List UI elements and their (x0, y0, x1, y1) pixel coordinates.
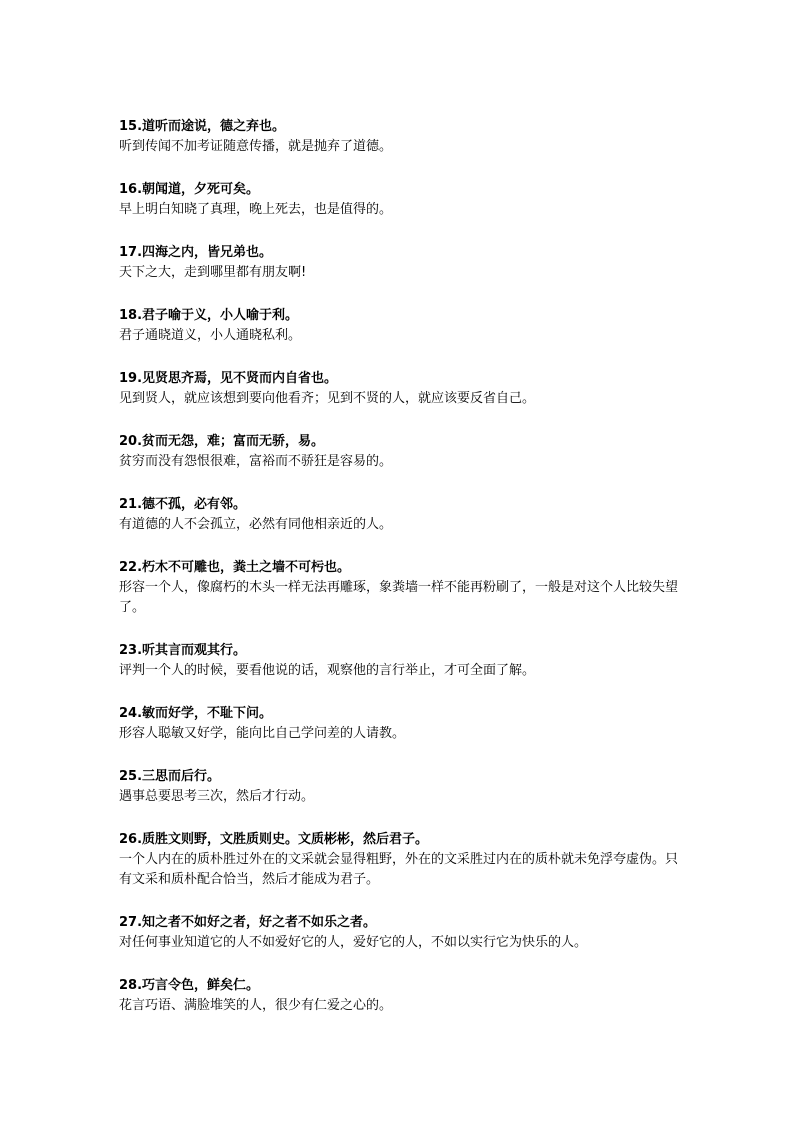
entry-title: 22.朽木不可雕也，粪土之墙不可杇也。 (119, 560, 351, 575)
entry-title: 20.贫而无怨，难；富而无骄，易。 (119, 434, 325, 449)
entry-title: 25.三思而后行。 (119, 769, 221, 784)
entry-27 (119, 913, 679, 953)
entry-16 (119, 180, 679, 220)
entry-explanation: 花言巧语、满脸堆笑的人，很少有仁爱之心的。 (119, 998, 393, 1013)
entry-18 (119, 306, 679, 346)
entry-title: 28.巧言令色，鲜矣仁。 (119, 978, 260, 993)
entry-20 (119, 432, 679, 472)
entry-title: 27.知之者不如好之者，好之者不如乐之者。 (119, 915, 377, 930)
entry-15 (119, 117, 679, 157)
entry-explanation: 贫穷而没有怨恨很难，富裕而不骄狂是容易的。 (119, 454, 393, 469)
entry-26 (119, 830, 679, 890)
entry-17 (119, 243, 679, 283)
entry-explanation: 见到贤人，就应该想到要向他看齐；见到不贤的人，就应该要反省自己。 (119, 391, 536, 406)
entry-title: 24.敏而好学，不耻下问。 (119, 706, 273, 721)
entry-explanation: 有道德的人不会孤立，必然有同他相亲近的人。 (119, 517, 393, 532)
entry-explanation: 评判一个人的时候，要看他说的话，观察他的言行举止，才可全面了解。 (119, 663, 536, 678)
entry-title: 18.君子喻于义，小人喻于利。 (119, 308, 299, 323)
entry-title: 21.德不孤，必有邻。 (119, 497, 247, 512)
entry-title: 17.四海之内，皆兄弟也。 (119, 245, 273, 260)
entry-explanation: 形容一个人，像腐朽的木头一样无法再雕琢，象粪墙一样不能再粉刷了，一般是对这个人比较失望了。 (119, 580, 679, 615)
entry-22 (119, 558, 679, 618)
entry-28 (119, 976, 679, 1016)
entry-title: 26.质胜文则野，文胜质则史。文质彬彬，然后君子。 (119, 832, 429, 847)
entry-24 (119, 704, 679, 744)
entry-explanation: 形容人聪敏又好学，能向比自己学问差的人请教。 (119, 726, 406, 741)
entry-title: 16.朝闻道，夕死可矣。 (119, 182, 260, 197)
entry-explanation: 听到传闻不加考证随意传播，就是抛弃了道德。 (119, 139, 393, 154)
entry-explanation: 天下之大，走到哪里都有朋友啊! (119, 265, 307, 280)
entry-explanation: 君子通晓道义，小人通晓私利。 (119, 328, 302, 343)
entry-21 (119, 495, 679, 535)
entry-explanation: 早上明白知晓了真理，晚上死去，也是值得的。 (119, 202, 393, 217)
entry-explanation: 一个人内在的质朴胜过外在的文采就会显得粗野，外在的文采胜过内在的质朴就未免浮夸虚伪。只有文采和质朴配合恰当，然后才能成为君子。 (119, 852, 679, 887)
entry-explanation: 对任何事业知道它的人不如爱好它的人，爱好它的人，不如以实行它为快乐的人。 (119, 935, 588, 950)
entry-25 (119, 767, 679, 807)
entry-title: 15.道听而途说，德之弃也。 (119, 119, 286, 134)
entry-explanation: 遇事总要思考三次，然后才行动。 (119, 789, 315, 804)
entry-19 (119, 369, 679, 409)
entry-23 (119, 641, 679, 681)
entry-title: 23.听其言而观其行。 (119, 643, 247, 658)
entry-title: 19.见贤思齐焉，见不贤而内自省也。 (119, 371, 338, 386)
document-body (119, 117, 679, 1039)
